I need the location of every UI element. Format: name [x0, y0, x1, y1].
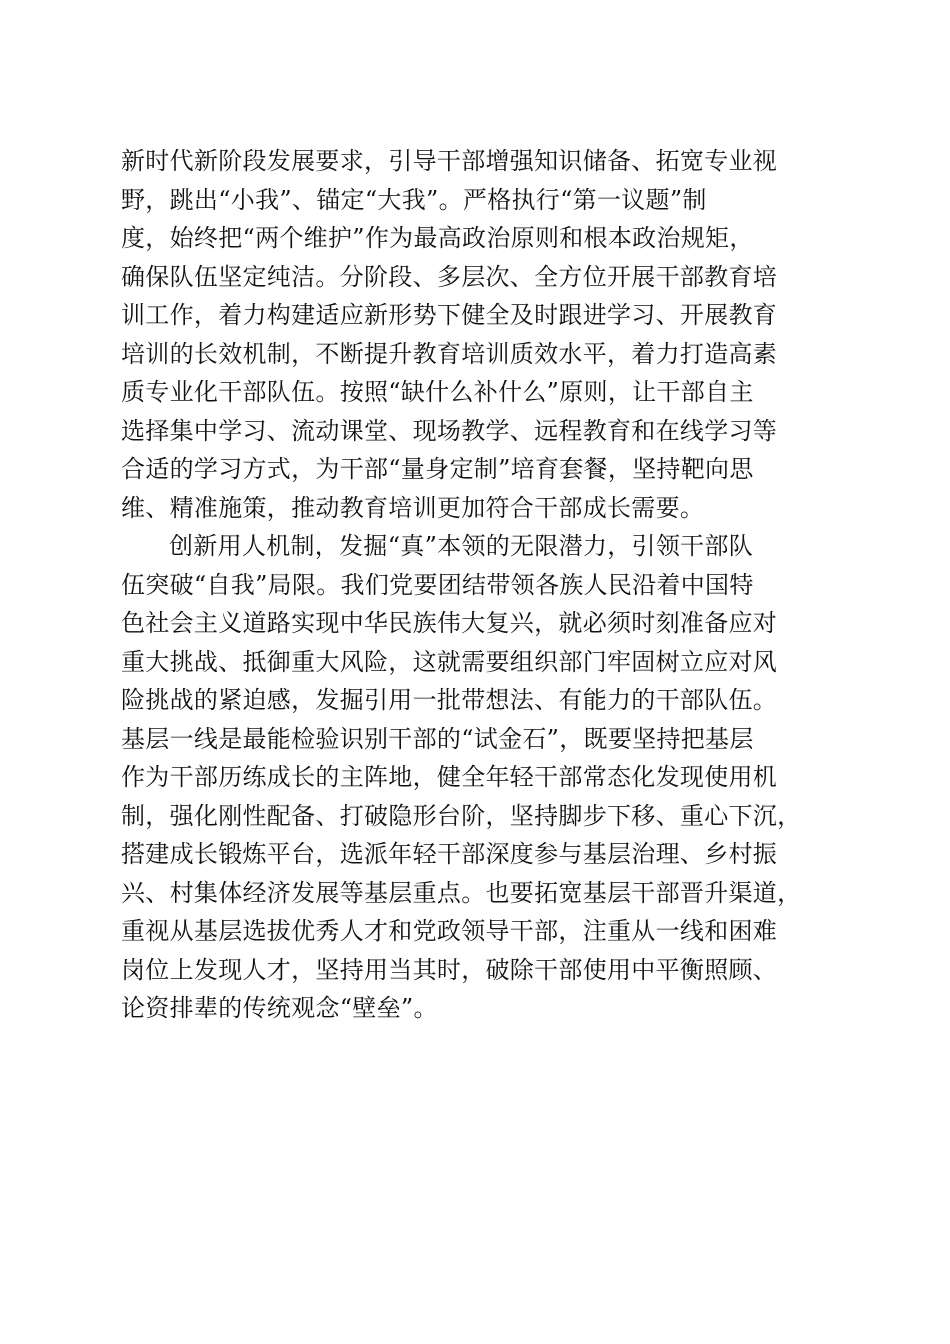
text-line: 训工作，着力构建适应新形势下健全及时跟进学习、开展教育	[121, 301, 778, 329]
paragraph-1	[121, 142, 841, 527]
text-line: 质专业化干部队伍。按照“缺什么补什么”原则，让干部自主	[121, 378, 754, 406]
text-line: 险挑战的紧迫感，发掘引用一批带想法、有能力的干部队伍。	[121, 686, 778, 714]
text-line: 维、精准施策，推动教育培训更加符合干部成长需要。	[121, 493, 705, 522]
text-line: 作为干部历练成长的主阵地，健全年轻干部常态化发现使用机	[121, 763, 778, 791]
text-line: 重大挑战、抵御重大风险，这就需要组织部门牢固树立应对风	[121, 647, 778, 676]
text-line: 选择集中学习、流动课堂、现场教学、远程教育和在线学习等	[121, 416, 778, 445]
text-line: 制，强化刚性配备、打破隐形台阶，坚持脚步下移、重心下沉，	[121, 801, 802, 830]
text-line: 创新用人机制，发掘“真”本领的无限潜力，引领干部队	[169, 532, 754, 560]
text-line: 确保队伍坚定纯洁。分阶段、多层次、全方位开展干部教育培	[121, 262, 778, 291]
document-body	[121, 142, 841, 1028]
text-line: 兴、村集体经济发展等基层重点。也要拓宽基层干部晋升渠道，	[121, 878, 802, 907]
text-line: 度，始终把“两个维护”作为最高政治原则和根本政治规矩，	[121, 224, 754, 252]
text-line: 新时代新阶段发展要求，引导干部增强知识储备、拓宽专业视	[121, 147, 778, 175]
text-line: 基层一线是最能检验识别干部的“试金石”，既要坚持把基层	[121, 724, 754, 753]
text-line: 培训的长效机制，不断提升教育培训质效水平，着力打造高素	[121, 339, 778, 368]
text-line: 论资排辈的传统观念“壁垒”。	[121, 994, 438, 1022]
text-line: 野，跳出“小我”、锚定“大我”。严格执行“第一议题”制	[121, 185, 707, 214]
text-line: 合适的学习方式，为干部“量身定制”培育套餐，坚持靶向思	[121, 455, 754, 483]
text-line: 色社会主义道路实现中华民族伟大复兴，就必须时刻准备应对	[121, 609, 778, 637]
paragraph-2	[121, 527, 841, 1028]
text-line: 伍突破“自我”局限。我们党要团结带领各族人民沿着中国特	[121, 570, 754, 599]
text-line: 搭建成长锻炼平台，选派年轻干部深度参与基层治理、乡村振	[121, 840, 778, 868]
text-line: 重视从基层选拔优秀人才和党政领导干部，注重从一线和困难	[121, 917, 778, 945]
text-line: 岗位上发现人才，坚持用当其时，破除干部使用中平衡照顾、	[121, 955, 778, 984]
